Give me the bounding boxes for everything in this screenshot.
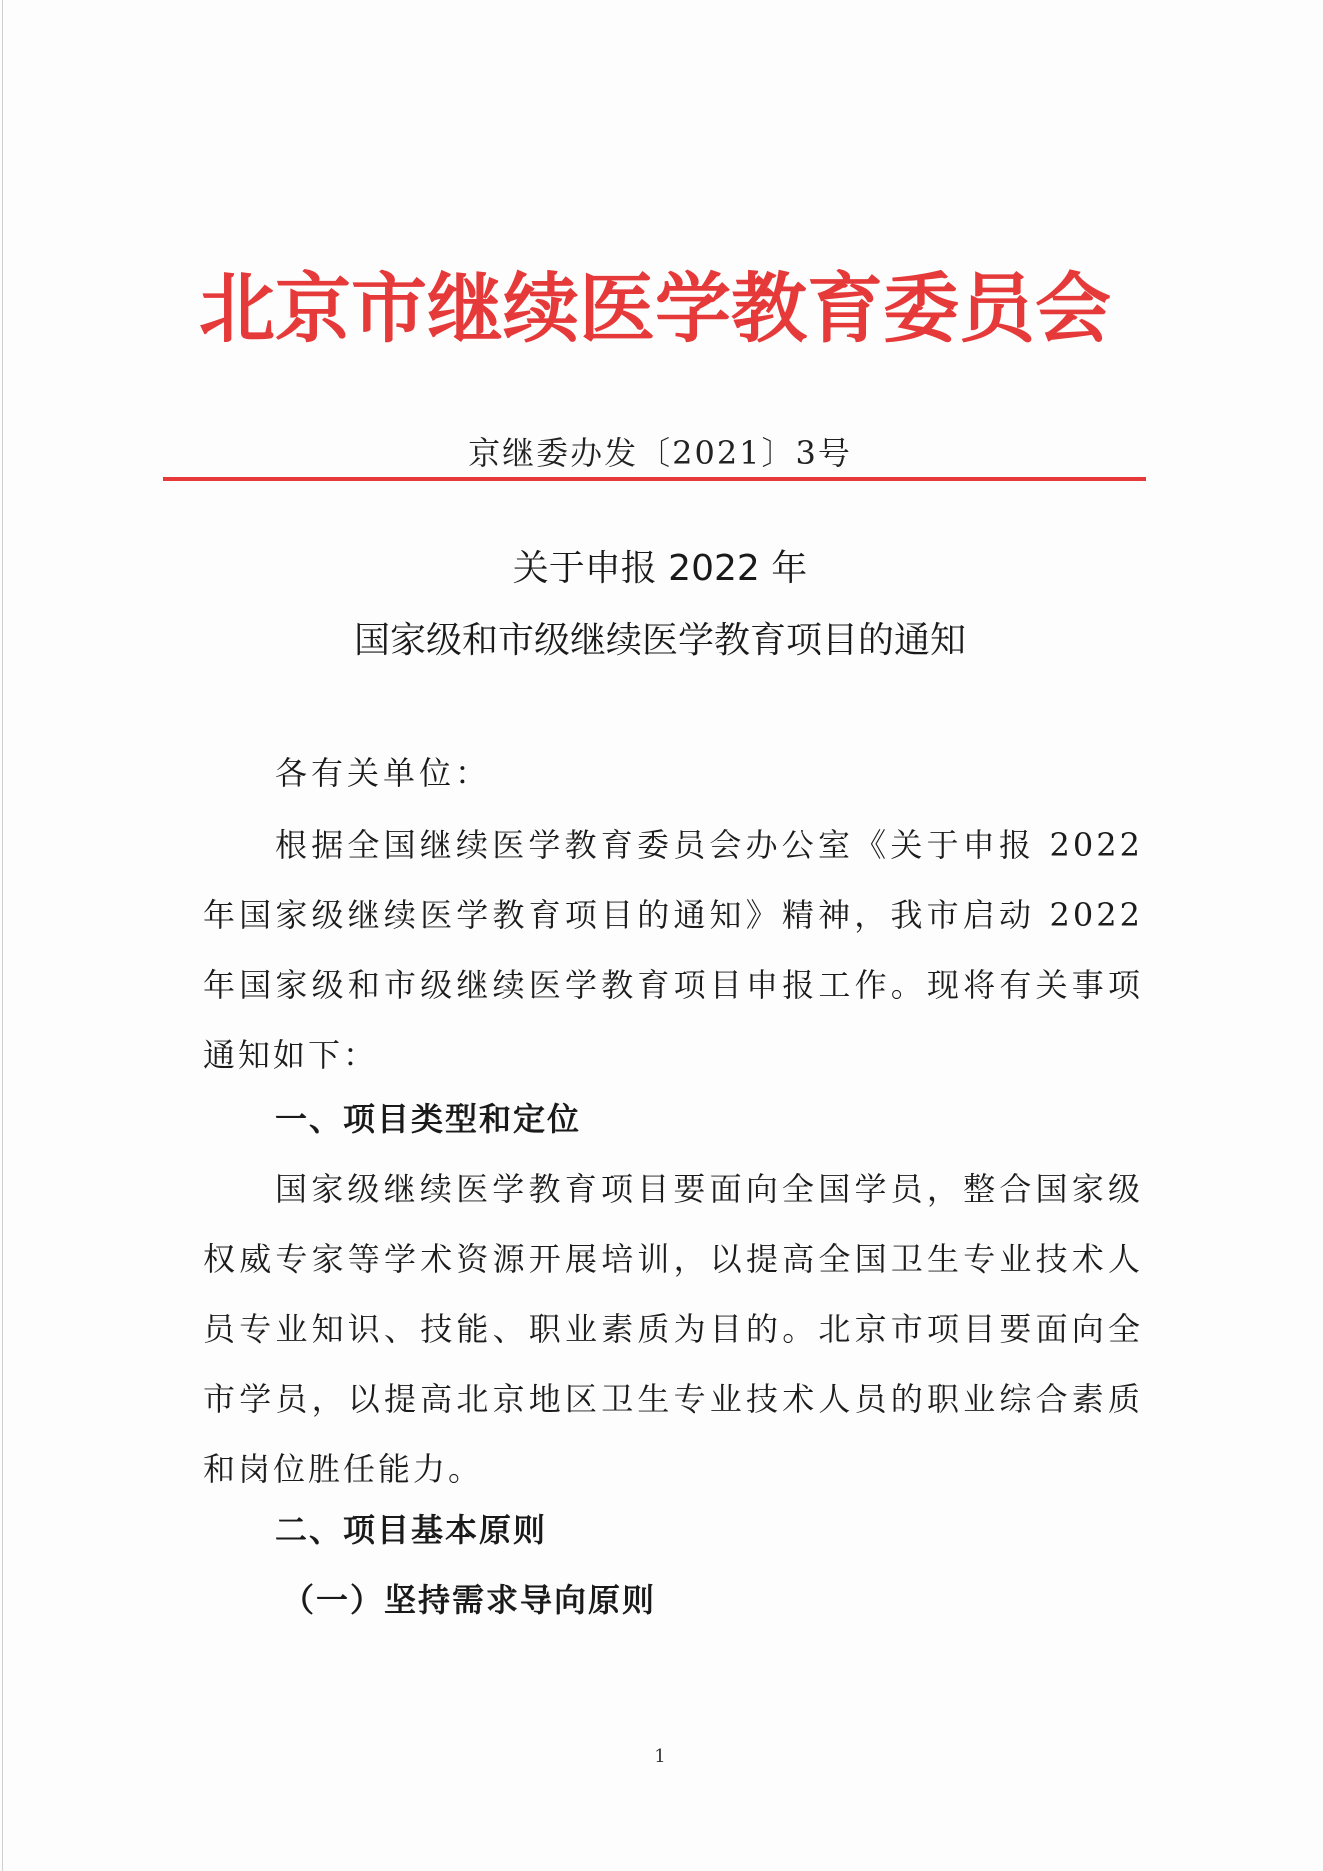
salutation: 各有关单位： [275, 754, 492, 792]
page-number: 1 [654, 1746, 666, 1767]
letterhead-organization: 北京市继续医学教育委员会 [199, 264, 1111, 353]
notice-title-line2: 国家级和市级继续医学教育项目的通知 [353, 620, 966, 661]
letterhead-divider [163, 477, 1146, 481]
notice-title-line1: 关于申报 2022 年 [512, 548, 808, 589]
document-number: 京继委办发〔2021〕3号 [468, 434, 852, 472]
section2-heading: 二、项目基本原则 [275, 1511, 548, 1549]
subsection1-heading: （一）坚持需求导向原则 [282, 1581, 657, 1619]
intro-paragraph: 根据全国继续医学教育委员会办公室《关于申报 2022 年国家级继续医学教育项目的通知》精神，我市启动 2022 年国家级和市级继续医学教育项目申报工作。现将有关事项通知如下： [203, 826, 1143, 1074]
section1-heading: 一、项目类型和定位 [275, 1100, 582, 1138]
scan-edge-line [2, 0, 3, 1871]
section1-paragraph: 国家级继续医学教育项目要面向全国学员，整合国家级权威专家等学术资源开展培训，以提高全国卫生专业技术人员专业知识、技能、职业素质为目的。北京市项目要面向全市学员，以提高北京地区卫生专业技术人员的职业综合素质和岗位胜任能力。 [203, 1170, 1143, 1488]
